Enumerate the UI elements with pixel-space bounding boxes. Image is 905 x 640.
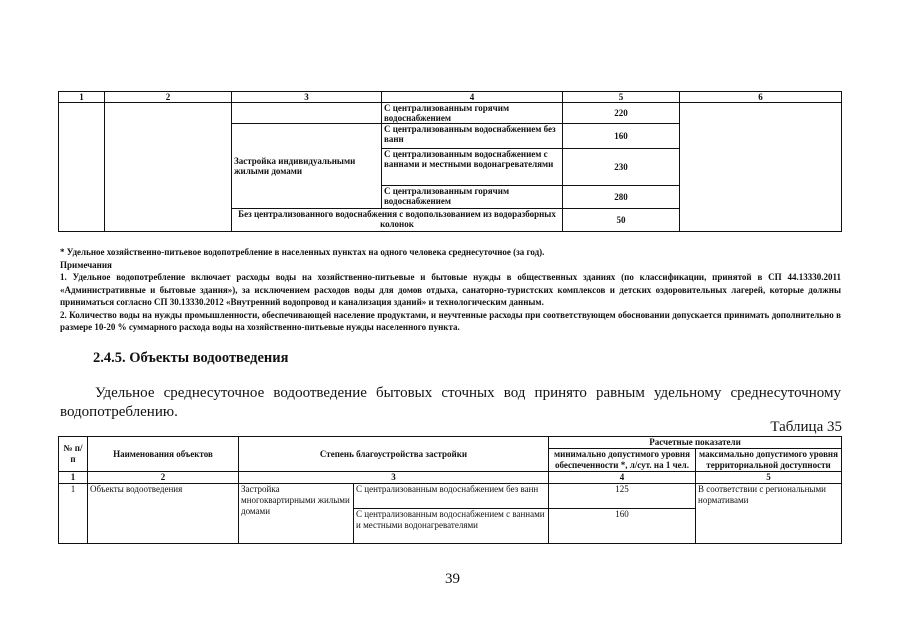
degree-cell: С централизованным водоснабжением без ванн [354,484,549,509]
degree-cell: С централизованным водоснабжением без ванн [382,124,563,149]
value-cell: 160 [549,509,696,544]
degree-cell: С централизованным водоснабжением с ваннами и местными водонагревателями [382,149,563,186]
col-num-4: 4 [549,472,696,484]
water-consumption-table [58,91,842,232]
column-number-row [59,92,842,103]
header-num: № п/п [59,437,88,472]
col-num-2: 2 [105,92,232,103]
value-cell: 220 [563,103,680,124]
empty-cell [680,103,842,232]
degree-cell: С централизованным водоснабжением с ваннами и местными водонагревателями [354,509,549,544]
col-num-5: 5 [696,472,842,484]
degree-cell: С централизованным горячим водоснабжением [382,103,563,124]
col-num-1: 1 [59,92,105,103]
table-row [59,484,842,509]
value-cell: 230 [563,149,680,186]
header-max: максимально допустимого уровня территориальной доступности [696,449,842,472]
group-cell: Застройка индивидуальными жилыми домами [232,124,382,209]
row-group: Застройка многоквартирными жилыми домами [239,484,354,544]
col-num-6: 6 [680,92,842,103]
row-name: Объекты водоотведения [88,484,239,544]
header-row [59,437,842,449]
table-caption: Таблица 35 [770,419,842,435]
footnote: * Удельное хозяйственно-питьевое водопотребление в населенных пунктах на одного человека среднесуточное (за год). [60,247,545,257]
degree-cell: С централизованным горячим водоснабжением [382,186,563,209]
column-number-row [59,472,842,484]
col-num-2: 2 [88,472,239,484]
header-degree: Степень благоустройства застройки [239,437,549,472]
value-cell: 280 [563,186,680,209]
empty-cell [105,103,232,232]
col-num-4: 4 [382,92,563,103]
access-cell: В соответствии с региональными нормативами [696,484,842,544]
row-num: 1 [59,484,88,544]
note-item: 2. Количество воды на нужды промышленности, обеспечивающей население продуктами, и неучтенные расходы при соответствующем обосновании допускается принимать дополнительно в размере 10-20 % суммарного расхода воды на хозяйственно-питьевые нужды населенного пункта. [60,309,841,332]
header-name: Наименования объектов [88,437,239,472]
paragraph-text: Удельное среднесуточное водоотведение бытовых сточных вод принято равным удельному среднесуточному водопотреблению. [60,385,841,420]
table-row [59,103,842,124]
value-cell: 160 [563,124,680,149]
note-item: 1. Удельное водопотребление включает расходы воды на хозяйственно-питьевые и бытовые нужды в общественных зданиях (по классификации, принятой в СП 44.13330.2011 «Административные и бытовые здания»), за исключением расходов воды для домов отдыха, санаторно-туристских комплексов и детских оздоровительных лагерей, которые должны приниматься согласно СП 30.13330.2012 «Внутренний водопровод и канализация зданий» и технологическим данным. [60,272,841,307]
table-notes [60,246,841,334]
notes-title: Примечания [60,259,112,270]
empty-cell [232,103,382,124]
empty-cell [59,103,105,232]
col-num-3: 3 [239,472,549,484]
wastewater-table [58,436,842,544]
no-central-cell: Без централизованного водоснабжения с водопользованием из водоразборных колонок [232,209,563,232]
header-calc: Расчетные показатели [549,437,842,449]
header-min: минимально допустимого уровня обеспеченности *, л/сут. на 1 чел. [549,449,696,472]
col-num-1: 1 [59,472,88,484]
page-number: 39 [445,571,460,587]
section-heading: 2.4.5. Объекты водоотведения [93,350,289,366]
value-cell: 125 [549,484,696,509]
col-num-5: 5 [563,92,680,103]
value-cell: 50 [563,209,680,232]
col-num-3: 3 [232,92,382,103]
section-paragraph [60,384,841,422]
